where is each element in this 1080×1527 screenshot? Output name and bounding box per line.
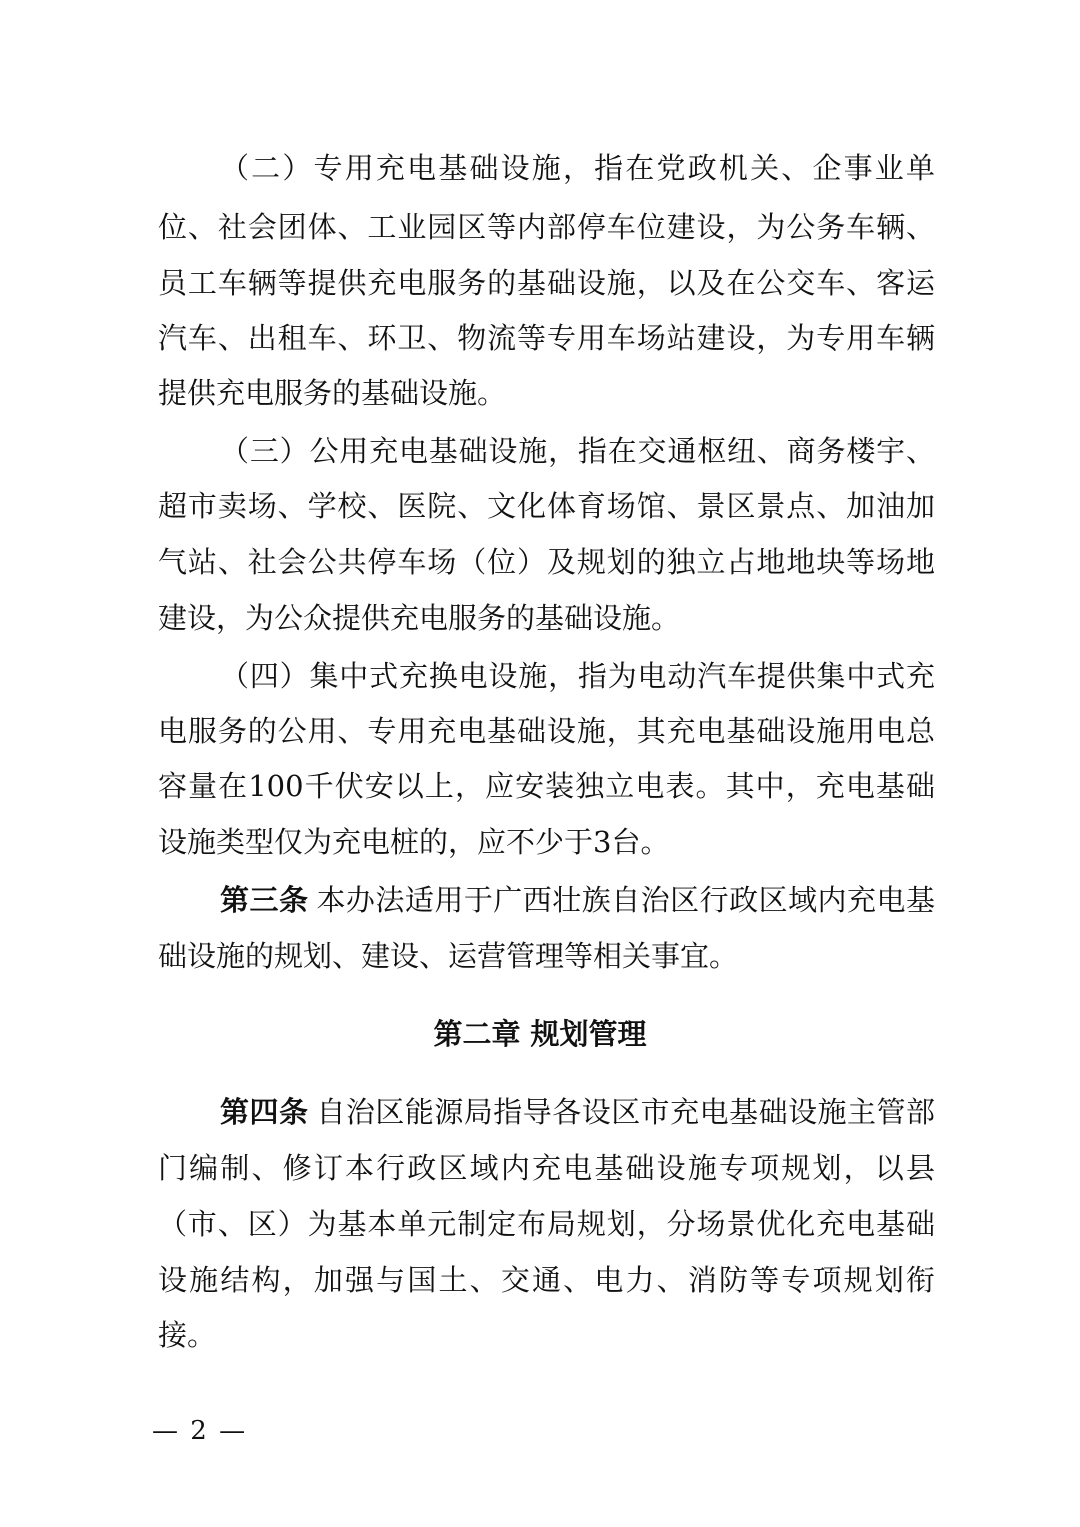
text-line: 础设施的规划、建设、运营管理等相关事宜。 xyxy=(158,939,739,973)
text-line: （二）专用充电基础设施，指在党政机关、企事业单 xyxy=(220,151,935,185)
chapter-heading: 第二章 规划管理 xyxy=(433,1017,647,1051)
article-label: 第四条 xyxy=(220,1095,309,1129)
article-text: 自治区能源局指导各设区市充电基础设施主管部 xyxy=(316,1095,935,1129)
article-text: 本办法适用于广西壮族自治区行政区域内充电基 xyxy=(316,883,935,917)
text-line: 员工车辆等提供充电服务的基础设施，以及在公交车、客运 xyxy=(158,266,935,300)
article-label: 第三条 xyxy=(220,883,309,917)
article-line xyxy=(220,880,935,920)
text-line: 设施类型仅为充电桩的，应不少于3台。 xyxy=(158,825,670,859)
text-line: 气站、社会公共停车场（位）及规划的独立占地地块等场地 xyxy=(158,545,935,579)
text-line: 容量在100千伏安以上，应安装独立电表。其中，充电基础 xyxy=(158,769,935,803)
text-line: （四）集中式充换电设施，指为电动汽车提供集中式充 xyxy=(220,659,935,693)
text-line: 接。 xyxy=(158,1318,217,1352)
text-line: 门编制、修订本行政区域内充电基础设施专项规划，以县 xyxy=(158,1151,935,1185)
page-number: — 2 — xyxy=(152,1416,248,1446)
text-line: （三）公用充电基础设施，指在交通枢纽、商务楼宇、 xyxy=(220,434,935,468)
text-line: 超市卖场、学校、医院、文化体育场馆、景区景点、加油加 xyxy=(158,489,935,523)
text-line: 电服务的公用、专用充电基础设施，其充电基础设施用电总 xyxy=(158,714,935,748)
text-line: 建设，为公众提供充电服务的基础设施。 xyxy=(158,601,681,635)
text-line: 位、社会团体、工业园区等内部停车位建设，为公务车辆、 xyxy=(158,210,935,244)
text-line: 设施结构，加强与国土、交通、电力、消防等专项规划衔 xyxy=(158,1263,935,1297)
article-line xyxy=(220,1092,935,1132)
text-line: （市、区）为基本单元制定布局规划，分场景优化充电基础 xyxy=(158,1207,935,1241)
text-line: 提供充电服务的基础设施。 xyxy=(158,376,507,410)
text-line: 汽车、出租车、环卫、物流等专用车场站建设，为专用车辆 xyxy=(158,321,935,355)
